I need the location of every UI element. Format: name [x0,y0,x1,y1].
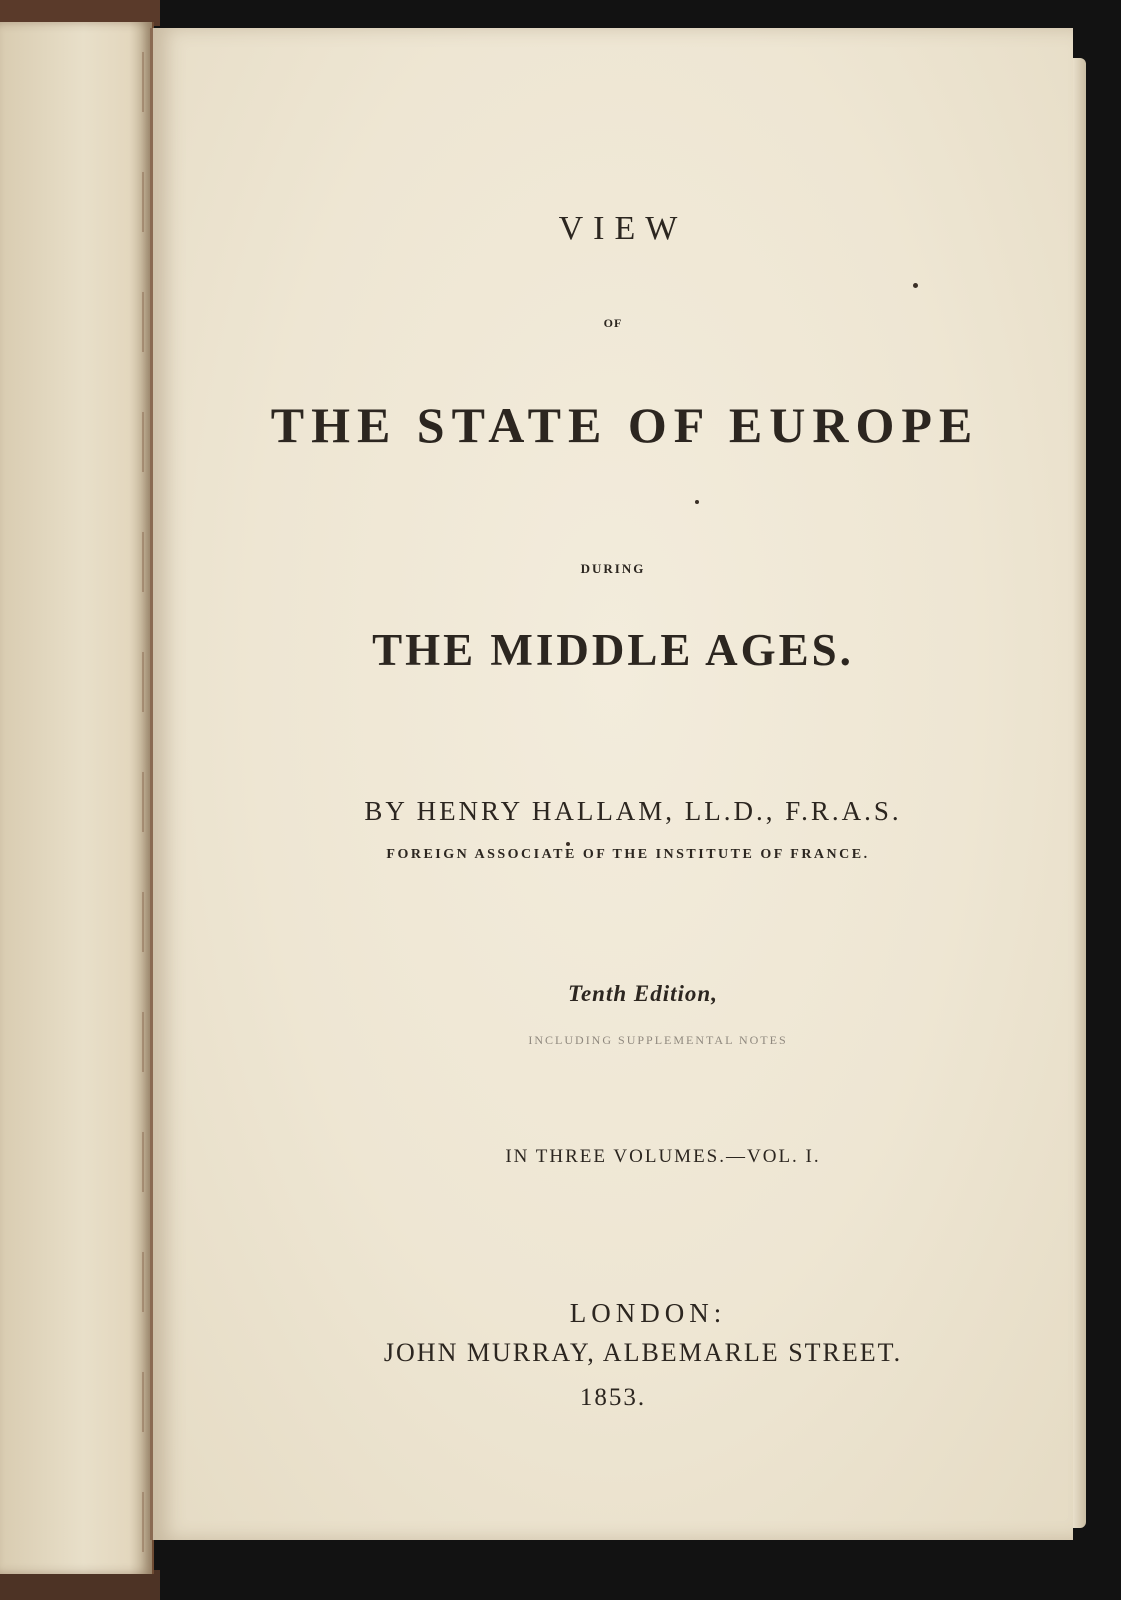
paper-speck [695,500,699,504]
imprint-year: 1853. [579,1384,647,1411]
imprint-place: LONDON: [569,1298,727,1328]
left-page [0,22,154,1574]
subtitle: THE MIDDLE AGES. [372,625,854,675]
edition-line: Tenth Edition, [568,981,718,1006]
paper-speck [566,842,570,846]
author-line: BY HENRY HALLAM, LL.D., F.R.A.S. [364,796,902,826]
author-affiliation: FOREIGN ASSOCIATE OF THE INSTITUTE OF FRANCE. [386,847,870,862]
title-during: DURING [580,561,646,576]
title-page [150,28,1073,1540]
title-of: OF [603,316,623,330]
paper-speck [913,283,918,288]
volumes-line: IN THREE VOLUMES.—VOL. I. [505,1146,821,1167]
book-cover-bottom-edge [0,1570,160,1600]
main-title: THE STATE OF EUROPE [270,397,980,453]
title-view: VIEW [558,210,688,247]
imprint-publisher: JOHN MURRAY, ALBEMARLE STREET. [383,1338,903,1367]
edition-note: INCLUDING SUPPLEMENTAL NOTES [528,1033,788,1047]
binding-stitching [142,52,144,1552]
